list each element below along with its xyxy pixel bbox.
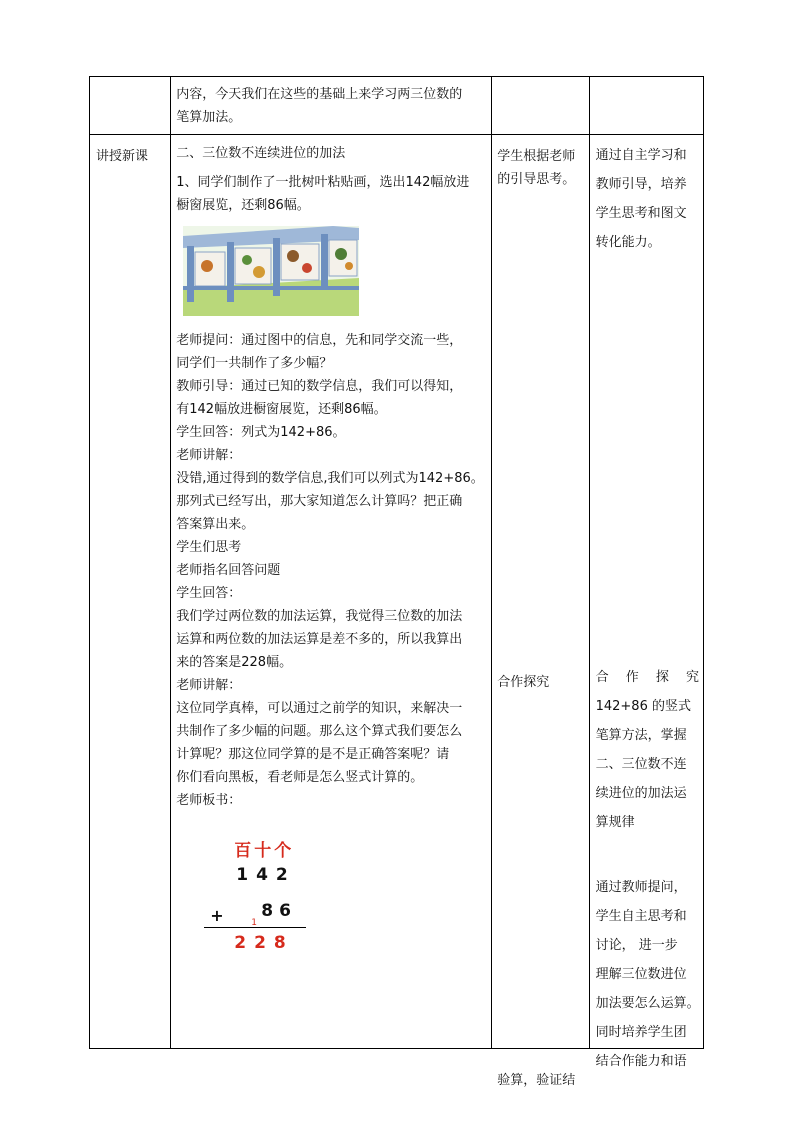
text-line: 老师讲解： [176, 678, 242, 693]
display-window-picture-icon [183, 226, 359, 316]
text-line: 教师引导：通过已知的数学信息，我们可以得知， [176, 379, 463, 394]
text-line: 同学们一共制作了多少幅？ [176, 356, 333, 371]
text-line: 笔算方法，掌握 [595, 728, 687, 743]
text-line: 我们学过两位数的加法运算，我觉得三位数的加法 [176, 609, 463, 624]
text-line: 这位同学真棒，可以通过之前学的知识，来解决一 [176, 701, 463, 716]
activity-cell-empty [492, 77, 589, 135]
text-line: 讨论， 进一步 [595, 938, 678, 953]
text-line: 二、三位数不连 [595, 757, 687, 772]
text-line: 续进位的加法运 [595, 786, 687, 801]
text-line: 教师引导，培养 [595, 177, 687, 192]
text-line: 橱窗展览，还剩86幅。 [176, 198, 310, 213]
text-line: 算规律 [595, 815, 635, 830]
intent-cell-empty [589, 77, 703, 135]
content-cell-top [171, 77, 492, 135]
text-line: 的引导思考。 [497, 172, 576, 187]
text-line: 通过教师提问， [595, 880, 687, 895]
carry-digit: 1 [251, 918, 257, 928]
text-line: 理解三位数进位 [595, 967, 687, 982]
text-line: 内容，今天我们在这些的基础上来学习两三位数的 [176, 87, 463, 102]
text-line: 计算呢？那这位同学算的是不是正确答案呢？请 [176, 747, 450, 762]
student-activity-cell [492, 135, 589, 1088]
sum-result: 228 [234, 933, 294, 953]
text-line: 学生根据老师 [497, 149, 576, 164]
text-line: 加法要怎么运算。 [595, 996, 700, 1011]
text-line: 合 作 探 究 [595, 670, 699, 685]
activity-cooperative-exploration: 合作探究 [497, 675, 550, 690]
text-line: 学生思考和图文 [595, 206, 687, 221]
text-line: 老师指名回答问题 [176, 563, 281, 578]
sum-line [204, 927, 306, 928]
text-line: 142+86 的竖式 [595, 699, 691, 714]
addend-2: 86 [261, 901, 297, 921]
stage-cell-empty [90, 77, 171, 135]
text-line: 老师提问：通过图中的信息，先和同学交流一些， [176, 333, 463, 348]
text-line: 那列式已经写出，那大家知道怎么计算吗？把正确 [176, 494, 463, 509]
text-line: 结合作能力和语 [595, 1054, 687, 1069]
text-line: 通过自主学习和 [595, 148, 687, 163]
text-line: 学生回答： [176, 586, 242, 601]
text-line: 1、同学们制作了一批树叶粘贴画，选出142幅放进 [176, 175, 470, 190]
stage-cell [90, 135, 171, 1049]
text-line: 转化能力。 [595, 235, 661, 250]
content-cell [171, 135, 492, 1049]
text-line: 学生们思考 [176, 540, 242, 555]
text-line: 答案算出来。 [176, 517, 255, 532]
section-heading: 二、三位数不连续进位的加法 [176, 146, 346, 161]
text-line: 没错,通过得到的数学信息,我们可以列式为142+86。 [176, 471, 484, 486]
continuation-row [90, 77, 704, 135]
text-line: 学生自主思考和 [595, 909, 687, 924]
plus-sign: + [210, 906, 224, 925]
lesson-plan-table [89, 76, 704, 1088]
text-line: 你们看向黑板，看老师是怎么竖式计算的。 [176, 770, 424, 785]
text-line: 运算和两位数的加法运算是差不多的，所以我算出 [176, 632, 463, 647]
place-value-header: 百十个 [234, 841, 295, 861]
text-line: 笔算加法。 [176, 110, 242, 125]
text-line: 共制作了多少幅的问题。那么这个算式我们要怎么 [176, 724, 463, 739]
text-line: 老师讲解： [176, 448, 242, 463]
design-intent-cell [589, 135, 703, 1069]
text-line: 来的答案是228幅。 [176, 655, 293, 670]
text-line: 有142幅放进橱窗展览，还剩86幅。 [176, 402, 387, 417]
text-line: 学生回答：列式为142+86。 [176, 425, 346, 440]
activity-check: 验算，验证结 [497, 1073, 576, 1088]
main-row [90, 135, 704, 1049]
stage-label: 讲授新课 [96, 149, 149, 164]
text-line: 老师板书： [176, 793, 242, 808]
addend-1: 142 [236, 865, 296, 885]
vertical-addition-board [176, 816, 488, 966]
text-line: 同时培养学生团 [595, 1025, 687, 1040]
